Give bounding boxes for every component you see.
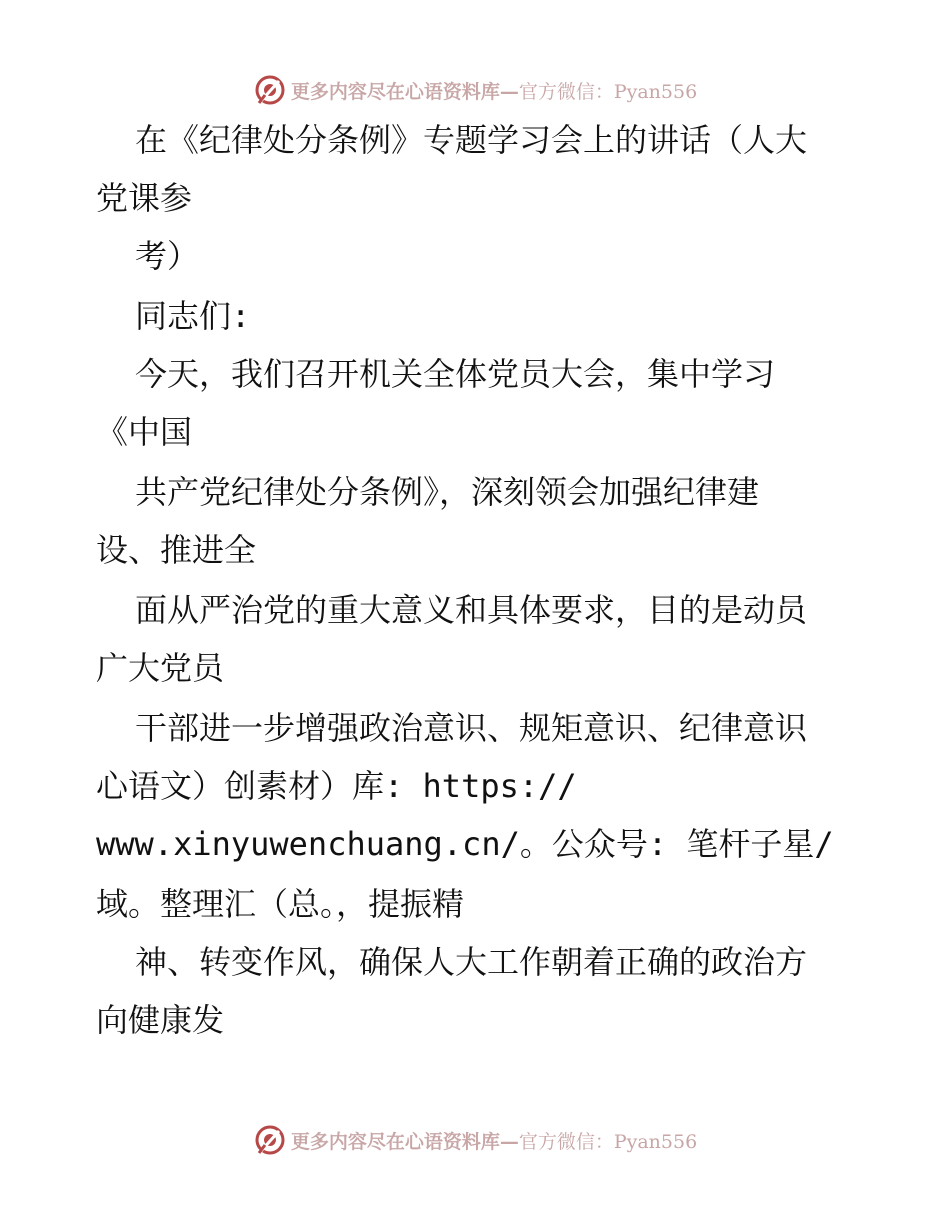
text-line: 在《纪律处分条例》专题学习会上的讲话（人大 — [135, 121, 808, 159]
text-line: 广大党员 — [96, 649, 225, 687]
text-line: www.xinyuwenchuang.cn/。公众号: 笔杆子星/ — [96, 825, 834, 863]
wechat-contact: 官方微信：Pyan556 — [518, 80, 698, 103]
text-line: 《中国 — [96, 413, 193, 451]
pen-logo-icon — [253, 1123, 287, 1157]
text-line: 面从严治党的重大意义和具体要求，目的是动员 — [135, 591, 808, 629]
text-line: 心语文）创素材）库: https:// — [96, 767, 577, 805]
text-line: 向健康发 — [96, 1001, 225, 1039]
pen-logo-icon — [253, 73, 287, 107]
text-line: 共产党纪律处分条例》，深刻领会加强纪律建 — [135, 473, 760, 511]
text-line: 考） — [135, 237, 200, 275]
text-line: 同志们: — [135, 297, 251, 335]
text-line: 域。整理汇（总。，提振精 — [96, 885, 465, 923]
header-watermark — [0, 70, 950, 110]
watermark-text: 更多内容尽在心语资料库— — [290, 1130, 519, 1153]
text-line: 党课参 — [96, 179, 193, 217]
text-line: 今天，我们召开机关全体党员大会，集中学习 — [135, 355, 776, 393]
text-line: 干部进一步增强政治意识、规矩意识、纪律意识 — [135, 709, 808, 747]
wechat-contact: 官方微信：Pyan556 — [518, 1130, 698, 1153]
text-line: 设、推进全 — [96, 531, 257, 569]
footer-watermark — [0, 1120, 950, 1160]
watermark-text: 更多内容尽在心语资料库— — [290, 80, 519, 103]
text-line: 神、转变作风，确保人大工作朝着正确的政治方 — [135, 943, 808, 981]
